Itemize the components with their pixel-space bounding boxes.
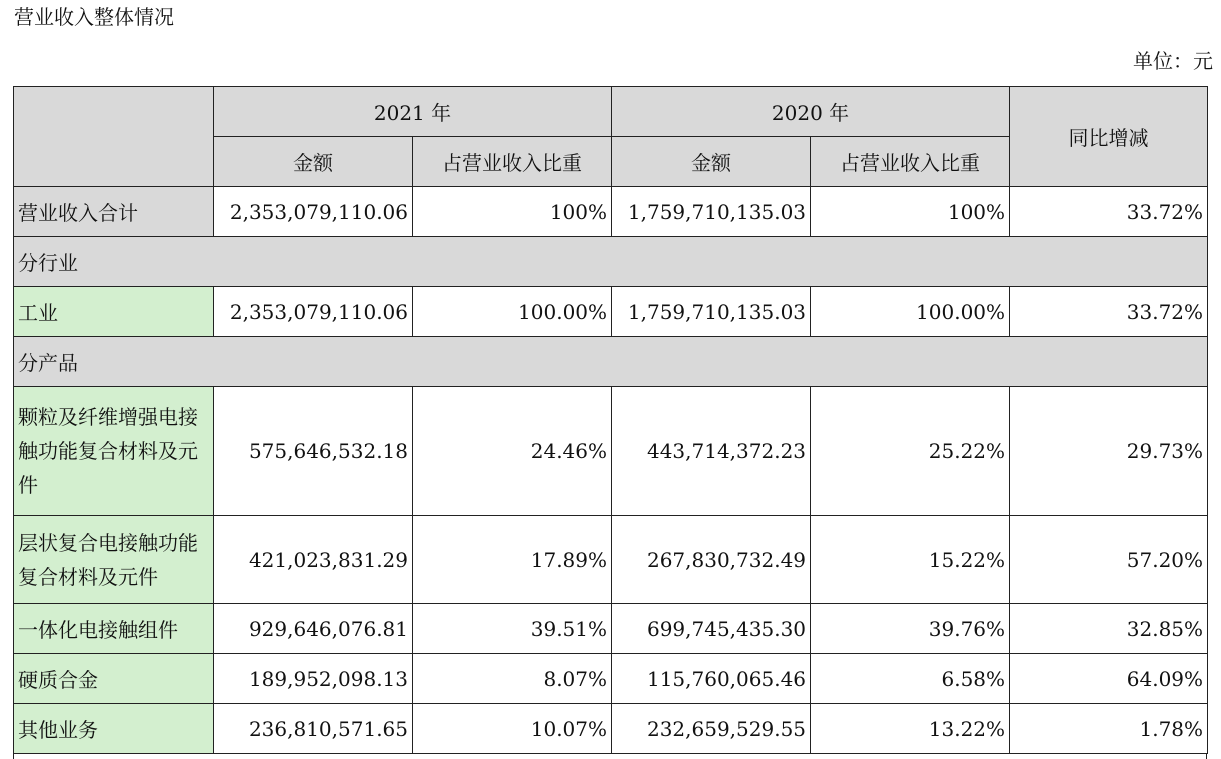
cell-share-2021: 17.89% xyxy=(413,516,612,604)
cell-yoy: 33.72% xyxy=(1010,287,1208,337)
cell-share-2021: 100% xyxy=(413,187,612,237)
cell-amount-2021: 421,023,831.29 xyxy=(214,516,413,604)
cell-yoy: 1.78% xyxy=(1010,704,1208,754)
cell-share-2020: 25.22% xyxy=(811,387,1010,516)
unit-label: 单位：元 xyxy=(1133,49,1213,73)
header-amount-2021: 金额 xyxy=(214,137,413,187)
cell-share-2020: 100% xyxy=(811,187,1010,237)
cell-amount-2020: 267,830,732.49 xyxy=(612,516,811,604)
cell-share-2020: 39.76% xyxy=(811,604,1010,654)
cell-share-2020: 6.58% xyxy=(811,654,1010,704)
cell-share-2020: 13.22% xyxy=(811,704,1010,754)
cell-amount-2021: 929,646,076.81 xyxy=(214,604,413,654)
header-corner-cell xyxy=(14,87,214,187)
cell-yoy: 32.85% xyxy=(1010,604,1208,654)
table-row xyxy=(14,387,1208,516)
section-label-industry: 分行业 xyxy=(14,237,1208,287)
row-label: 工业 xyxy=(14,287,214,337)
cell-yoy: 29.73% xyxy=(1010,387,1208,516)
cell-share-2020: 100.00% xyxy=(811,287,1010,337)
cell-share-2020: 15.22% xyxy=(811,516,1010,604)
row-label: 营业收入合计 xyxy=(14,187,214,237)
header-yoy-change: 同比增减 xyxy=(1010,87,1208,187)
row-label: 颗粒及纤维增强电接触功能复合材料及元件 xyxy=(14,387,214,516)
row-label: 硬质合金 xyxy=(14,654,214,704)
header-year-2020: 2020 年 xyxy=(612,87,1010,137)
table-row xyxy=(14,654,1208,704)
cell-amount-2021: 189,952,098.13 xyxy=(214,654,413,704)
table-row xyxy=(14,516,1208,604)
header-row-years xyxy=(14,87,1208,137)
cell-amount-2021: 2,353,079,110.06 xyxy=(214,287,413,337)
section-title: 营业收入整体情况 xyxy=(14,5,174,29)
header-year-2021: 2021 年 xyxy=(214,87,612,137)
cell-share-2021: 39.51% xyxy=(413,604,612,654)
cell-amount-2020: 699,745,435.30 xyxy=(612,604,811,654)
section-row-product xyxy=(14,337,1208,387)
table-continuation-edge xyxy=(13,754,1207,759)
cell-share-2021: 10.07% xyxy=(413,704,612,754)
table-row xyxy=(14,704,1208,754)
cell-amount-2020: 1,759,710,135.03 xyxy=(612,287,811,337)
row-label: 层状复合电接触功能复合材料及元件 xyxy=(14,516,214,604)
cell-amount-2021: 2,353,079,110.06 xyxy=(214,187,413,237)
cell-amount-2021: 575,646,532.18 xyxy=(214,387,413,516)
cell-amount-2020: 1,759,710,135.03 xyxy=(612,187,811,237)
table-row xyxy=(14,287,1208,337)
cell-yoy: 33.72% xyxy=(1010,187,1208,237)
table-row-total xyxy=(14,187,1208,237)
header-amount-2020: 金额 xyxy=(612,137,811,187)
cell-share-2021: 100.00% xyxy=(413,287,612,337)
row-label: 一体化电接触组件 xyxy=(14,604,214,654)
cell-share-2021: 24.46% xyxy=(413,387,612,516)
cell-yoy: 57.20% xyxy=(1010,516,1208,604)
header-share-2020: 占营业收入比重 xyxy=(811,137,1010,187)
section-label-product: 分产品 xyxy=(14,337,1208,387)
cell-amount-2020: 443,714,372.23 xyxy=(612,387,811,516)
row-label: 其他业务 xyxy=(14,704,214,754)
cell-share-2021: 8.07% xyxy=(413,654,612,704)
revenue-table xyxy=(13,86,1208,754)
cell-amount-2020: 115,760,065.46 xyxy=(612,654,811,704)
cell-yoy: 64.09% xyxy=(1010,654,1208,704)
header-share-2021: 占营业收入比重 xyxy=(413,137,612,187)
section-row-industry xyxy=(14,237,1208,287)
table-row xyxy=(14,604,1208,654)
cell-amount-2020: 232,659,529.55 xyxy=(612,704,811,754)
cell-amount-2021: 236,810,571.65 xyxy=(214,704,413,754)
